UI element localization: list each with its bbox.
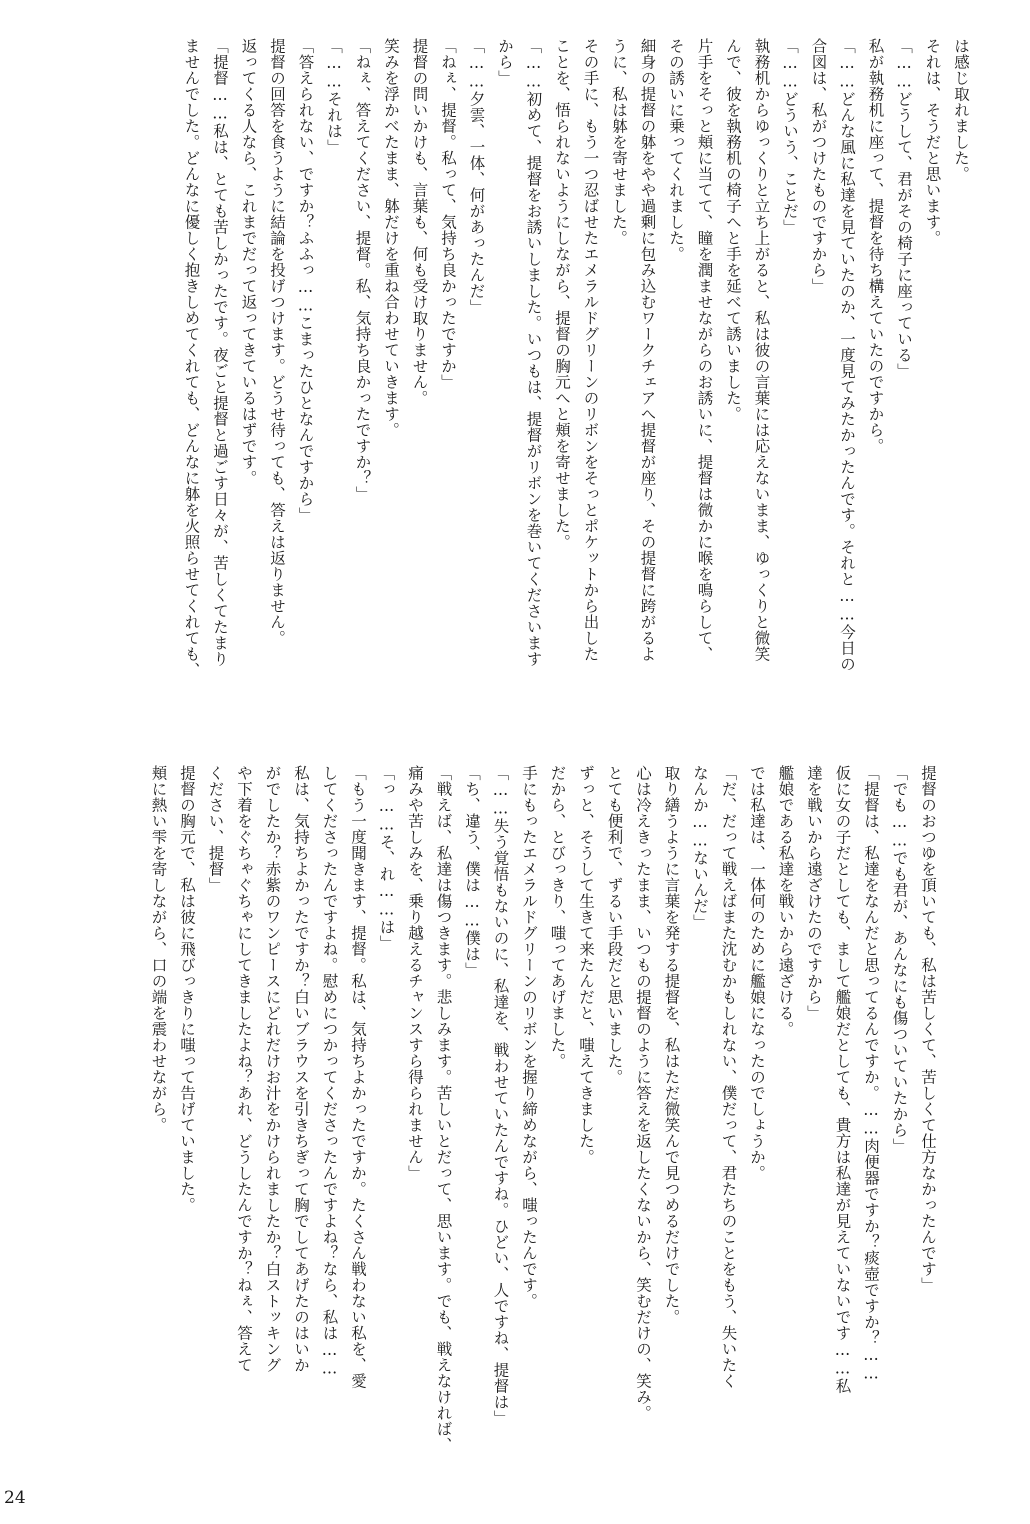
text-line: なんか……ないんだ」: [691, 765, 709, 930]
text-line: 「ち、違う、僕は……僕は」: [463, 765, 481, 978]
text-line: 提督の回答を食うように結論を投げつけます。どうせ待っても、答えは返りません。: [268, 38, 286, 646]
text-line: 提督の胸元で、私は彼に飛びっきりに嗤って告げていました。: [178, 765, 196, 1213]
text-line: 頬に熱い雫を寄しながら、口の端を震わせながら。: [149, 765, 168, 1133]
text-line: がでしたか？赤紫のワンピースにどれだけお汁をかけられましたか？白ストッキング: [263, 765, 282, 1373]
text-line: 「ねぇ、提督。私って、気持ち良かったですか」: [439, 38, 457, 390]
text-line: 「提督……私は、とても苦しかったです。夜ごと提督と過ごす日々が、苦しくてたまり: [211, 38, 229, 667]
text-line: 「でも……でも君が、あんなにも傷ついていたから」: [890, 765, 909, 1154]
text-line: 「……夕雲、一体、何があったんだ」: [467, 38, 486, 315]
text-line: 「……どうして、君がその椅子に座っている」: [895, 38, 913, 379]
text-line: 私は、気持ちよかったですか？白いブラウスを引きちぎって胸でしてあげたのはいか: [292, 765, 310, 1373]
text-line: 提督の問いかけも、言葉も、何も受け取りません。: [410, 38, 429, 406]
text-line: から」: [496, 38, 514, 86]
text-line: 「……どういう、ことだ」: [781, 38, 799, 235]
text-line: 合図は、私がつけたものですから」: [809, 38, 828, 294]
text-line: 提督のおつゆを頂いても、私は苦しくて、苦しくて仕方なかったんです」: [919, 765, 937, 1293]
text-line: 返ってくる人なら、これまでだって返ってきているはずです。: [239, 38, 258, 486]
text-block-lower: [70, 765, 942, 1470]
text-line: 「答えられない、ですか？ふふっ……こまったひとなんですから」: [296, 38, 315, 523]
text-line: 艦娘である私達を戦いから遠ざける。: [776, 765, 795, 1037]
text-line: とても便利で、ずるい手段だと思いました。: [605, 765, 624, 1085]
text-line: 私が執務机に座って、提督を待ち構えていたのですから。: [866, 38, 885, 454]
text-line: してくださったんですよね。慰めにつかってくださったんですよね？なら、私は……: [320, 765, 339, 1378]
text-line: や下着をぐちゃぐちゃにしてきましたよね？あれ、どうしたんですか？ねぇ、答えて: [235, 765, 253, 1373]
text-line: は感じ取れました。: [952, 38, 970, 182]
text-line: 「もう一度聞きます、提督。私は、気持ちよかったですか。たくさん戦わない私を、愛: [349, 765, 367, 1389]
text-line: ことを、悟られないようにしながら、提督の胸元へと頬を寄せました。: [553, 38, 571, 550]
text-line: それは、そうだと思います。: [923, 38, 942, 246]
text-line: だから、とびっきり、嗤ってあげました。: [548, 765, 567, 1069]
text-line: 「だ、だって戦えばまた沈むかもしれない、僕だって、君たちのことをもう、失いたく: [719, 765, 738, 1389]
text-line: ずっと、そうして生きて来たんだと、嗤えてきました。: [577, 765, 595, 1165]
text-line: 「提督は、私達をなんだと思ってるんですか。……肉便器ですか？痰壺ですか？……: [862, 765, 880, 1383]
text-line: 「……初めて、提督をお誘いしました。いつもは、提督がリボンを巻いてくださいます: [524, 38, 543, 667]
page-number: 24: [4, 1488, 26, 1508]
text-line: 片手をそっと頬に当てて、瞳を潤ませながらのお誘いに、提督は微かに喉を鳴らして、: [695, 38, 714, 662]
text-line: ませんでした。どんなに優しく抱きしめてくれても、どんなに躰を火照らせてくれても、: [182, 38, 201, 678]
text-line: 仮に女の子だとしても、まして艦娘だとしても、貴方は私達が見えていないです……私: [833, 765, 852, 1394]
text-line: んで、彼を執務机の椅子へと手を延べて誘いました。: [724, 38, 742, 422]
text-line: 取り繕うように言葉を発する提督を、私はただ微笑んで見つめるだけでした。: [662, 765, 681, 1325]
text-line: 「っ……そ、れ……は」: [377, 765, 396, 951]
text-line: 「ねぇ、答えてください、提督。私、気持ち良かったですか？」: [353, 38, 372, 502]
text-line: 痛みや苦しみを、乗り越えるチャンスすら得られません」: [406, 765, 424, 1181]
text-line: 執務机からゆっくりと立ち上がると、私は彼の言葉には応えないまま、ゆっくりと微笑: [752, 38, 771, 662]
text-line: その手に、もう一つ忍ばせたエメラルドグリーンのリボンをそっとポケットから出した: [581, 38, 600, 662]
text-line: 「戦えば、私達は傷つきます。悲しみます。苦しいとだって、思います。でも、戦えなければ、: [434, 765, 453, 1453]
text-line: その誘いに乗ってくれました。: [667, 38, 685, 262]
text-line: 達を戦いから遠ざけたのですから」: [805, 765, 823, 1021]
text-line: 「……それは」: [325, 38, 343, 155]
text-line: うに、私は躰を寄せました。: [610, 38, 628, 246]
text-line: 心は冷えきったまま、いつもの提督のように答えを返したくないから、笑むだけの、笑み。: [634, 765, 652, 1421]
text-line: 手にもったエメラルドグリーンのリボンを握り締めながら、嗤ったんです。: [520, 765, 538, 1309]
text-line: 「……失う覚悟もないのに、私達を、戦わせていたんですね。ひどい、人ですね、提督は」: [491, 765, 510, 1426]
text-line: ください、提督」: [206, 765, 225, 893]
text-line: 「……どんな風に私達を見ていたのか、一度見てみたかったんです。それと……今日の: [838, 38, 856, 672]
text-line: 細身の提督の躰をやや過剰に包み込むワークチェアへ提督が座り、その提督に跨がるよ: [638, 38, 657, 662]
text-line: 笑みを浮かべたまま、躰だけを重ね合わせていきます。: [382, 38, 400, 438]
text-block-upper: [70, 38, 975, 720]
text-line: では私達は、一体何のために艦娘になったのでしょうか。: [748, 765, 766, 1181]
